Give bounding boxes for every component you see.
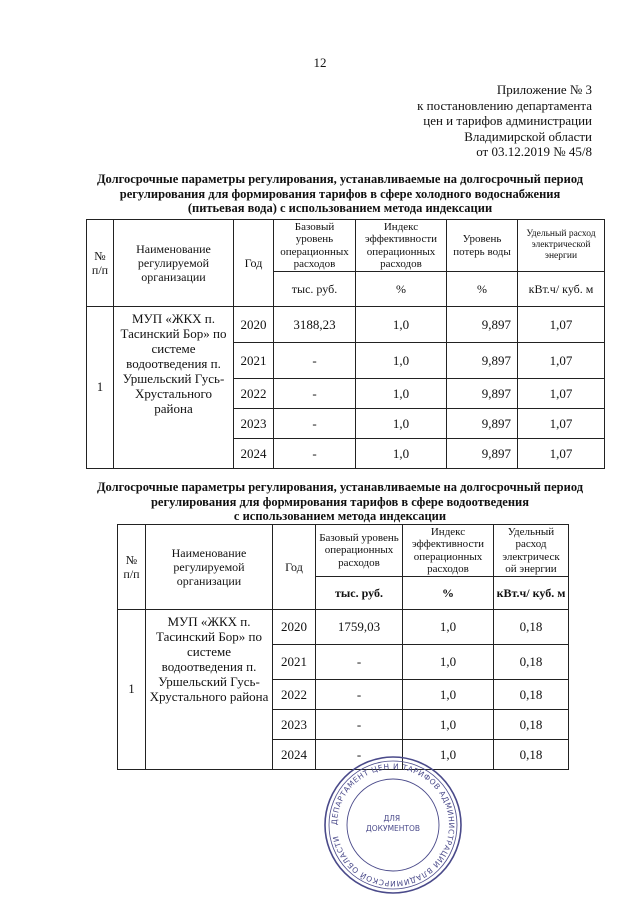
energy-cell: 0,18 [494, 740, 569, 770]
page-number: 12 [313, 55, 327, 70]
base-cell: 3188,23 [274, 307, 356, 343]
unit-energy: кВт.ч/ куб. м [518, 272, 605, 307]
appendix-line: Приложение № 3 [496, 82, 592, 97]
header-base-opex: Базовый уровень операционных расходов [274, 220, 356, 272]
year-cell: 2024 [234, 439, 274, 469]
appendix-line: Владимирской области [464, 128, 592, 144]
section1-heading [70, 172, 610, 216]
organization-name: МУП «ЖКХ п. Тасинский Бор» по системе водоотведения п. Уршельский Гусь-Хрустального района [114, 307, 234, 469]
row-number: 1 [118, 610, 146, 770]
base-cell: - [316, 740, 403, 770]
header-num: № п/п [87, 220, 114, 307]
header-org: Наименование регулируемой организации [114, 220, 234, 307]
energy-cell: 0,18 [494, 645, 569, 680]
base-cell: - [316, 680, 403, 710]
base-cell: - [274, 439, 356, 469]
energy-cell: 1,07 [518, 307, 605, 343]
year-cell: 2020 [273, 610, 316, 645]
year-cell: 2022 [273, 680, 316, 710]
cold-water-parameters-table [86, 219, 605, 469]
unit-loss: % [447, 272, 518, 307]
base-cell: - [274, 409, 356, 439]
base-cell: 1759,03 [316, 610, 403, 645]
heading-line: регулирования для формирования тарифов в сфере водоотведения [150, 494, 530, 509]
index-cell: 1,0 [356, 379, 447, 409]
unit-index: % [356, 272, 447, 307]
heading-line: с использованием метода индексации [233, 509, 447, 523]
base-cell: - [316, 645, 403, 680]
official-stamp [318, 753, 468, 898]
loss-cell: 9,897 [447, 409, 518, 439]
index-cell: 1,0 [403, 645, 494, 680]
base-cell: - [274, 343, 356, 379]
year-cell: 2021 [234, 343, 274, 379]
energy-cell: 1,07 [518, 439, 605, 469]
base-cell: - [274, 379, 356, 409]
stamp-center-text: ДЛЯ ДОКУМЕНТОВ [365, 814, 421, 833]
year-cell: 2021 [273, 645, 316, 680]
energy-cell: 0,18 [494, 710, 569, 740]
energy-cell: 0,18 [494, 680, 569, 710]
year-cell: 2023 [234, 409, 274, 439]
index-cell: 1,0 [403, 740, 494, 770]
heading-line: Долгосрочные параметры регулирования, устанавливаемые на долгосрочный период [96, 480, 584, 494]
energy-cell: 0,18 [494, 610, 569, 645]
wastewater-parameters-table [117, 524, 569, 770]
header-efficiency-index: Индекс эффективности операционных расходов [403, 525, 494, 577]
year-cell: 2023 [273, 710, 316, 740]
section2-heading [70, 480, 610, 524]
header-num: № п/п [118, 525, 146, 610]
heading-line: регулирования для формирования тарифов в сфере холодного водоснабжения [119, 186, 561, 201]
index-cell: 1,0 [403, 610, 494, 645]
index-cell: 1,0 [356, 409, 447, 439]
unit-index: % [403, 577, 494, 610]
base-cell: - [316, 710, 403, 740]
loss-cell: 9,897 [447, 439, 518, 469]
index-cell: 1,0 [356, 343, 447, 379]
year-cell: 2024 [273, 740, 316, 770]
header-water-loss: Уровень потерь воды [447, 220, 518, 272]
index-cell: 1,0 [356, 307, 447, 343]
table-row [118, 610, 569, 645]
index-cell: 1,0 [403, 680, 494, 710]
stamp-ring-text: ДЕПАРТАМЕНТ ЦЕН И ТАРИФОВ АДМИНИСТРАЦИИ ВЛАДИМИРСКОЙ ОБЛАСТИ [329, 761, 457, 889]
header-year: Год [273, 525, 316, 610]
loss-cell: 9,897 [447, 379, 518, 409]
appendix-block [332, 82, 592, 160]
organization-name: МУП «ЖКХ п. Тасинский Бор» по системе водоотведения п. Уршельский Гусь-Хрустального района [146, 610, 273, 770]
year-cell: 2022 [234, 379, 274, 409]
heading-line: Долгосрочные параметры регулирования, устанавливаемые на долгосрочный период [96, 172, 584, 186]
unit-energy: кВт.ч/ куб. м [494, 577, 569, 610]
row-number: 1 [87, 307, 114, 469]
index-cell: 1,0 [356, 439, 447, 469]
loss-cell: 9,897 [447, 307, 518, 343]
appendix-line: к постановлению департамента [417, 97, 592, 113]
heading-line: (питьевая вода) с использованием метода индексации [187, 201, 493, 215]
energy-cell: 1,07 [518, 343, 605, 379]
unit-base: тыс. руб. [316, 577, 403, 610]
year-cell: 2020 [234, 307, 274, 343]
table-row [87, 307, 605, 343]
index-cell: 1,0 [403, 710, 494, 740]
appendix-line: цен и тарифов администрации [423, 113, 592, 128]
header-energy-consumption: Удельный расход электрической энергии [518, 220, 605, 272]
energy-cell: 1,07 [518, 379, 605, 409]
header-energy-consumption: Удельный расход электрическ ой энергии [494, 525, 569, 577]
energy-cell: 1,07 [518, 409, 605, 439]
header-efficiency-index: Индекс эффективности операционных расходов [356, 220, 447, 272]
unit-base: тыс. руб. [274, 272, 356, 307]
appendix-line: от 03.12.2019 № 45/8 [476, 144, 592, 159]
header-org: Наименование регулируемой организации [146, 525, 273, 610]
loss-cell: 9,897 [447, 343, 518, 379]
header-year: Год [234, 220, 274, 307]
header-base-opex: Базовый уровень операционных расходов [316, 525, 403, 577]
